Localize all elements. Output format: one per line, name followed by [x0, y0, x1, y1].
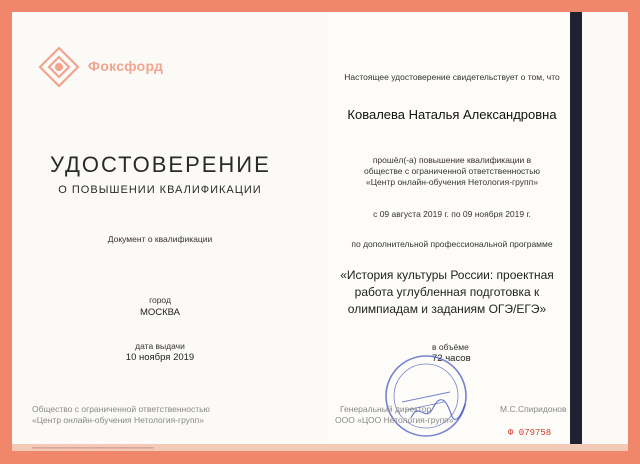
- volume-value: 72 часов: [432, 353, 471, 364]
- passed-line-2: обществе с ограниченной ответственностью: [363, 166, 541, 176]
- volume-label: в объёме: [432, 342, 469, 352]
- study-period: с 09 августа 2019 г. по 09 ноября 2019 г.: [373, 209, 531, 219]
- org-line-1: Общество с ограниченной ответственностью: [32, 404, 210, 414]
- org-line-2: «Центр онлайн-обучения Нетология-групп»: [32, 415, 204, 425]
- passed-line-3: «Центр онлайн-обучения Нетология-групп»: [366, 177, 538, 187]
- recipient-name: Ковалева Наталья Александровна: [347, 107, 557, 122]
- director-line-2: ООО «ЦОО Нетология-групп»: [335, 415, 454, 425]
- passed-line-1: прошёл(-а) повышение квалификации в: [372, 155, 532, 165]
- intro-text: Настоящее удостоверение свидетельствует о том, что: [344, 72, 560, 82]
- certificate-subtitle: О ПОВЫШЕНИИ КВАЛИФИКАЦИИ: [58, 184, 262, 196]
- micro-print-strip: ▪▪▪▪▪▪▪▪▪▪▪▪▪▪▪▪▪▪▪▪▪▪▪▪▪▪▪▪▪▪▪▪▪▪▪▪▪▪▪▪▪▪▪▪▪▪▪▪▪▪▪▪▪▪▪▪▪▪▪▪▪▪▪▪▪▪▪▪▪▪▪▪▪▪▪▪▪▪▪▪▪▪▪▪▪▪: [32, 445, 154, 450]
- serial-number: Ф 079758: [508, 428, 552, 438]
- logo-text: Фоксфорд: [88, 58, 164, 74]
- issue-date-label: дата выдачи: [135, 341, 185, 351]
- city-value: МОСКВА: [139, 307, 181, 318]
- director-line-1: Генеральный директор: [340, 404, 432, 414]
- issue-date-value: 10 ноября 2019: [125, 352, 195, 363]
- signatory-name: М.С.Спиридонов: [500, 404, 567, 414]
- document-label: Документ о квалификации: [107, 234, 213, 244]
- certificate-title: УДОСТОВЕРЕНИЕ: [50, 152, 271, 177]
- right-margin: [582, 12, 628, 451]
- city-label: город: [149, 295, 171, 305]
- program-label: по дополнительной профессиональной программе: [351, 239, 553, 249]
- foxford-logo-icon: [36, 44, 82, 90]
- program-title: «История культуры России: проектная работа углубленная подготовка к олимпиадам и заданиям ОГЭ/ЕГЭ»: [340, 268, 554, 316]
- director-signature: [407, 396, 467, 426]
- certificate-sheet: [12, 12, 628, 451]
